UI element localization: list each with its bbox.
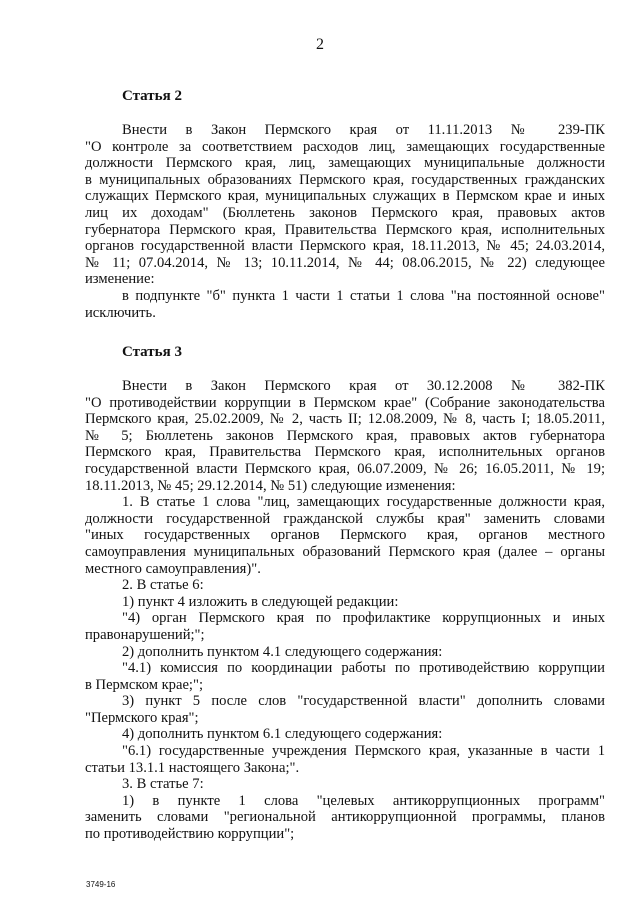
page-number: 2 — [316, 36, 324, 53]
text-line: губернатора Пермского края, Правительства Пермского края, исполнительных — [85, 221, 605, 238]
text-line: "иных государственных органов Пермского края, органов местного — [85, 527, 605, 544]
text-line: Внести в Закон Пермского края от 30.12.2008 № 382-ПК — [122, 378, 605, 394]
text-line: заменить словами "региональной антикоррупционной программы, планов — [85, 809, 605, 826]
text-line: № 5; Бюллетень законов Пермского края, правовых актов губернатора — [85, 427, 605, 444]
text-line: 2) дополнить пунктом 4.1 следующего содержания: — [122, 643, 443, 660]
text-line: местного самоуправления)". — [85, 560, 261, 577]
text-line: "4.1) комиссия по координации работы по противодействию коррупции — [122, 660, 605, 677]
text-line: Пермского края, 25.02.2009, № 2, часть II; 12.08.2009, № 8, часть I; 18.05.2011, — [85, 411, 605, 428]
text-line: Пермского края, Правительства Пермского края, исполнительных органов — [85, 444, 605, 461]
text-line: 3. В статье 7: — [122, 776, 204, 793]
text-line: 2. В статье 6: — [122, 577, 204, 594]
text-line: самоуправления муниципальных образований Пермского края (далее – органы — [85, 543, 605, 560]
text-line: "4) орган Пермского края по профилактике коррупционных и иных — [122, 610, 605, 627]
text-line: в муниципальных образованиях Пермского края, государственных гражданских — [85, 171, 605, 188]
text-line: органов государственной власти Пермского края, 18.11.2013, № 45; 24.03.2014, — [85, 238, 605, 255]
text-line: 3) пункт 5 после слов "государственной власти" дополнить словами — [122, 693, 605, 710]
text-line: "О контроле за соответствием расходов лиц, замещающих государственные — [85, 138, 605, 155]
article-2-heading: Статья 2 — [122, 88, 182, 104]
text-line: в Пермском крае;"; — [85, 676, 204, 693]
document-code: 3749-16 — [86, 880, 116, 889]
text-line: в подпункте "б" пункта 1 части 1 статьи 1 слова "на постоянной основе" — [122, 287, 605, 304]
text-line: исключить. — [85, 304, 156, 321]
text-line: лиц их доходам" (Бюллетень законов Пермского края, правовых актов — [85, 204, 605, 221]
text-line: должности Пермского края, лиц, замещающих муниципальные должности — [85, 155, 605, 172]
text-line: 1. В статье 1 слова "лиц, замещающих государственные должности края, — [122, 494, 605, 511]
text-line: статьи 13.1.1 настоящего Закона;". — [85, 759, 300, 776]
text-line: изменение: — [85, 271, 155, 288]
text-line: 18.11.2013, № 45; 29.12.2014, № 51) следующие изменения: — [85, 477, 456, 494]
article-3-heading: Статья 3 — [122, 344, 182, 360]
text-line: правонарушений;"; — [85, 626, 205, 643]
text-line: "О противодействии коррупции в Пермском крае" (Собрание законодательства — [85, 394, 605, 411]
text-line: 4) дополнить пунктом 6.1 следующего содержания: — [122, 726, 443, 743]
article-3-body — [85, 378, 605, 843]
text-line: 1) пункт 4 изложить в следующей редакции: — [122, 593, 399, 610]
text-line: служащих Пермского края, муниципальных служащих в Пермском крае и иных — [85, 188, 605, 205]
text-line: государственной власти Пермского края, 06.07.2009, № 26; 16.05.2011, № 19; — [85, 460, 605, 477]
text-line: 1) в пункте 1 слова "целевых антикоррупционных программ" — [122, 792, 605, 809]
text-line: по противодействию коррупции"; — [85, 826, 295, 843]
text-line: должности государственной гражданской службы края" заменить словами — [85, 510, 605, 527]
article-2-body — [85, 122, 605, 321]
text-line: "Пермского края"; — [85, 709, 199, 726]
text-line: "6.1) государственные учреждения Пермского края, указанные в части 1 — [122, 743, 605, 760]
text-line: № 11; 07.04.2014, № 13; 10.11.2014, № 44; 08.06.2015, № 22) следующее — [85, 254, 605, 271]
text-line: Внести в Закон Пермского края от 11.11.2013 № 239-ПК — [122, 122, 605, 138]
